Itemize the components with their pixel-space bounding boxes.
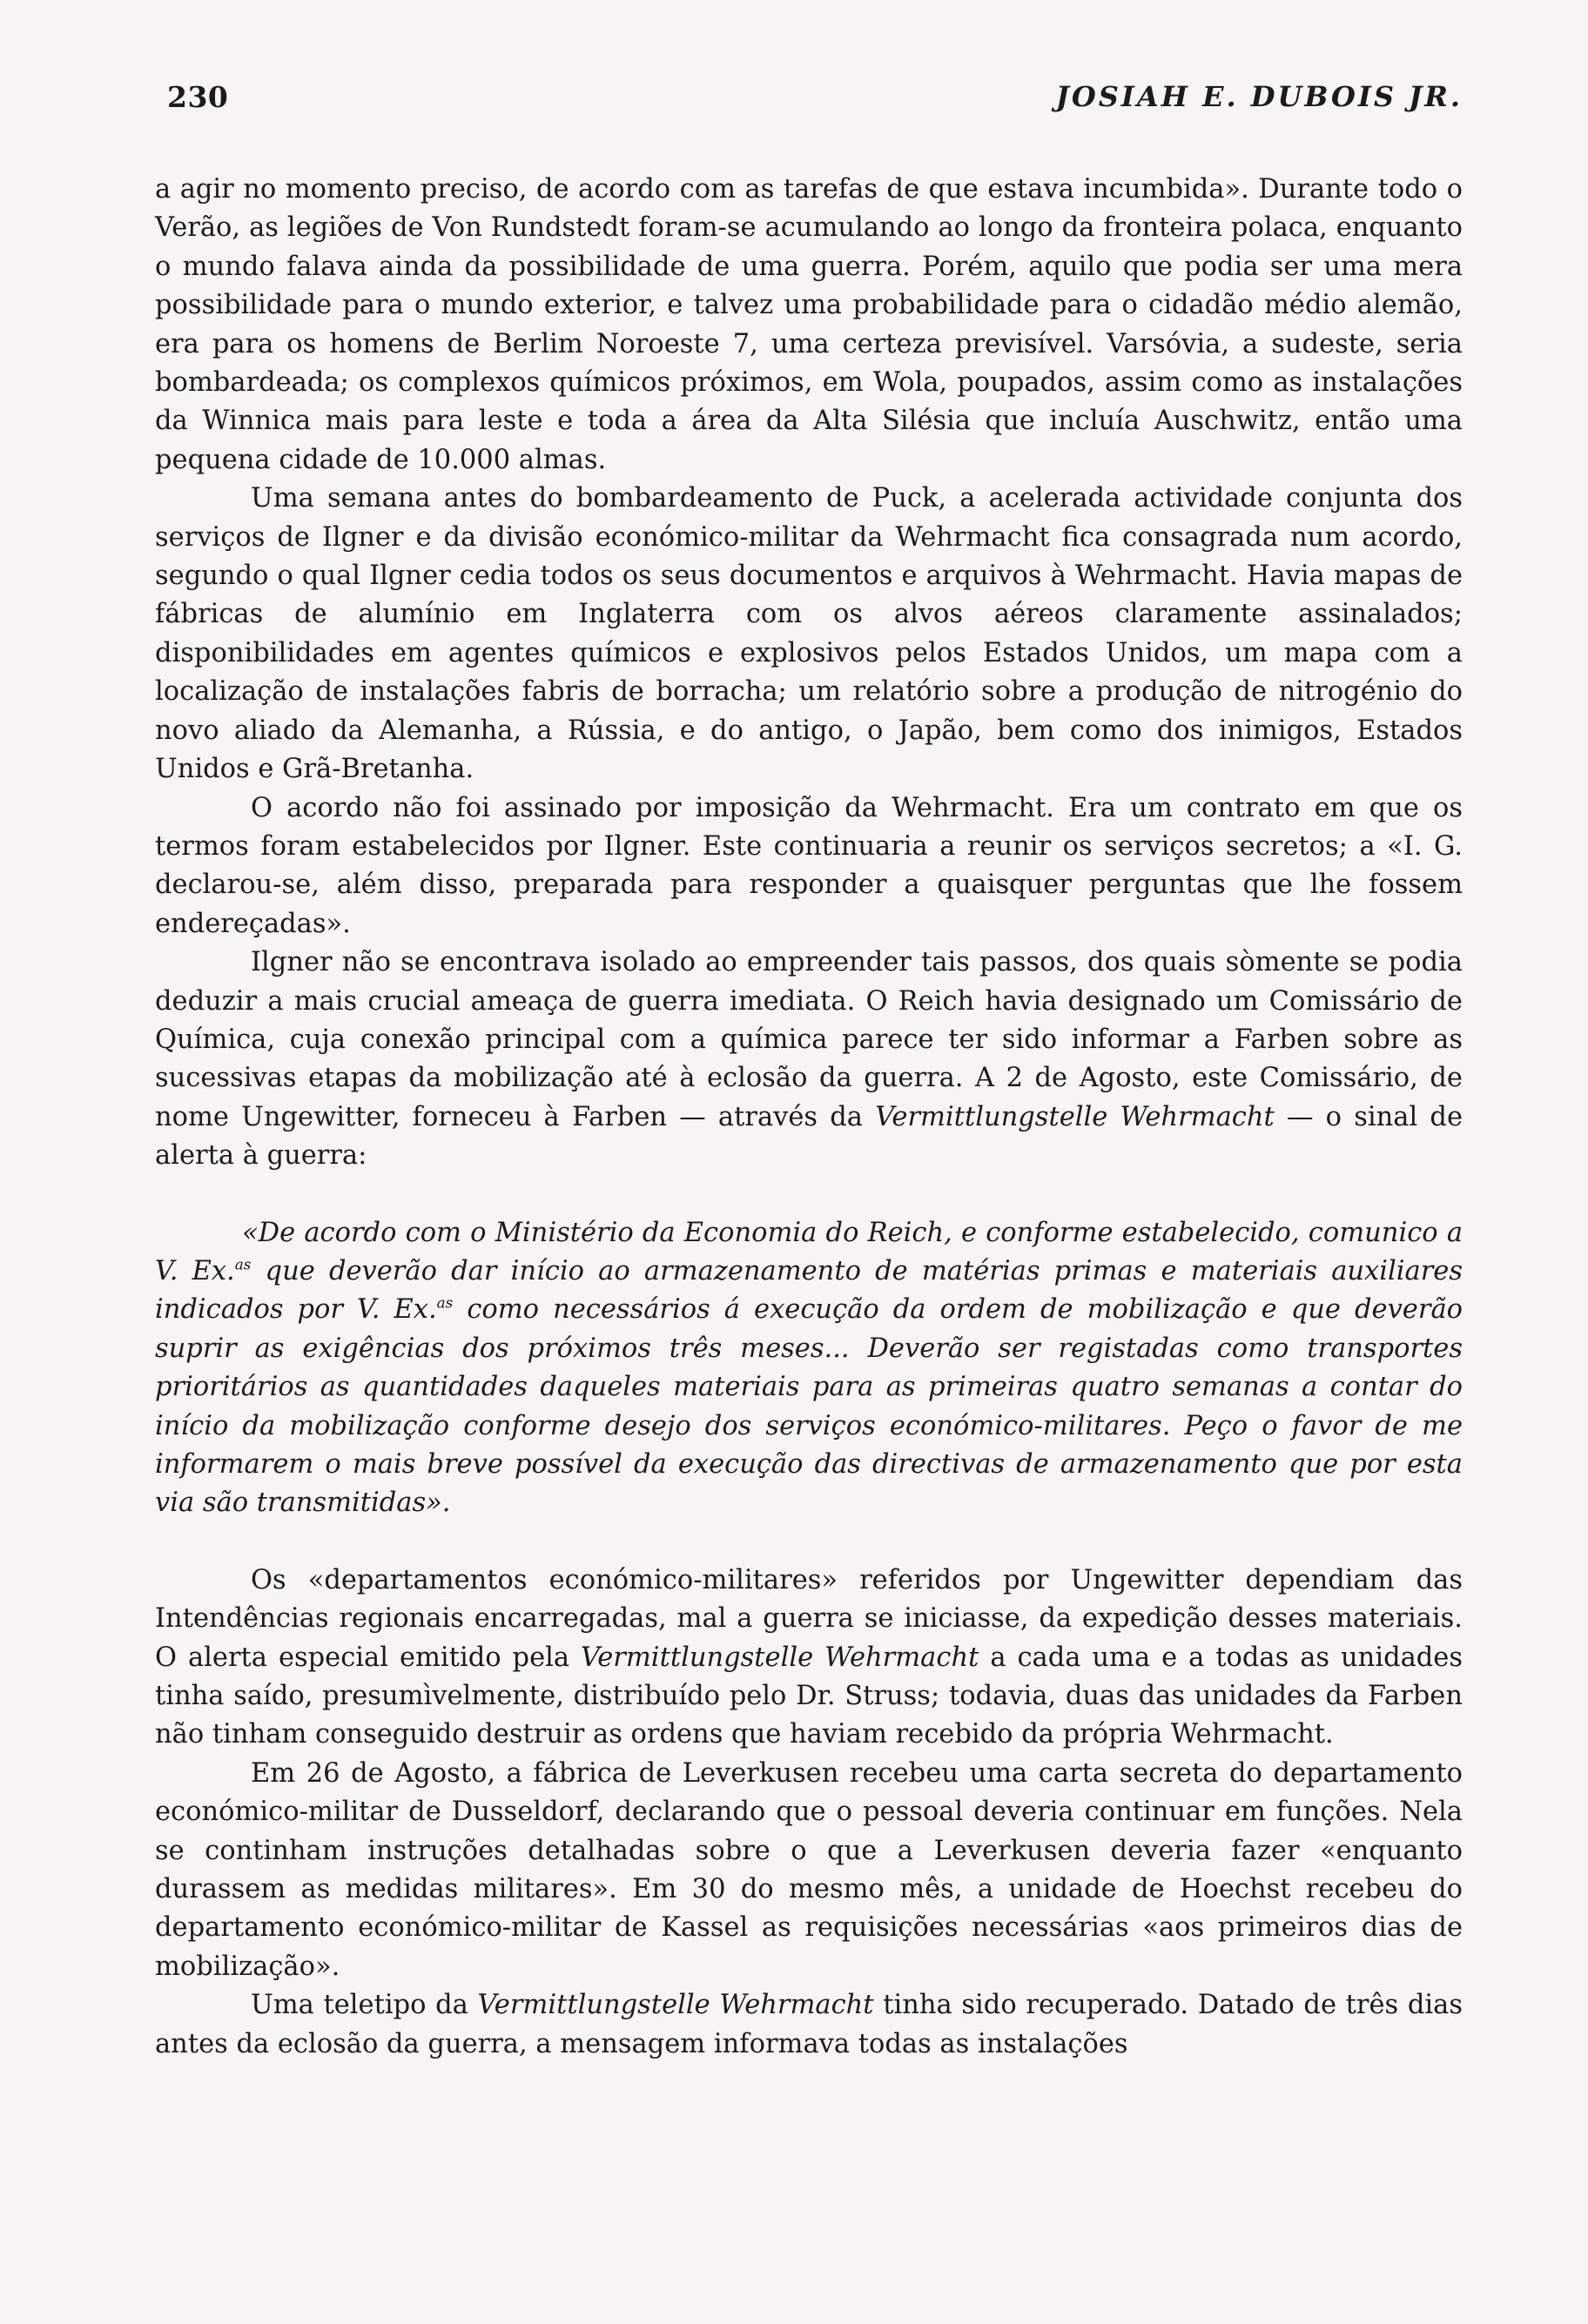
paragraph-5-text-a: Os «departamentos económico-militares» referidos por Ungewitter dependiam das Intendências regionais encarregadas, mal a guerra se iniciasse, da expedição desses materiais. O alerta especial emitido pela: [155, 1564, 1463, 1673]
paragraph-3: O acordo não foi assinado por imposição da Wehrmacht. Era um contrato em que os termos foram estabelecidos por Ilgner. Este continuaria a reunir os serviços secretos; a «I. G. declarou-se, além disso, preparada para responder a quaisquer perguntas que lhe fossem endereçadas».: [155, 792, 1463, 939]
paragraph-7-text-a: Uma teletipo da: [251, 1990, 478, 2021]
running-head: JOSIAH E. DUBOIS JR.: [1055, 80, 1463, 113]
paragraph-6: [155, 1755, 1463, 1986]
quote-part-2: que deverão dar início ao armazenamento de matérias primas e materiais auxiliares indicados por V. Ex.: [155, 1255, 1463, 1326]
paragraph-4: [155, 944, 1463, 1175]
paragraph-5-italic: Vermittlungstelle Wehrmacht: [581, 1642, 979, 1673]
paragraph-7-italic: Vermittlungstelle Wehrmacht: [477, 1990, 874, 2021]
paragraph-5-text-b: a cada uma e a todas as unidades tinha saído, presumìvelmente, distribuído pelo Dr. Struss; todavia, duas das unidades da Farben não tinham conseguido destruir as ordens que haviam recebido da própria Wehrmacht.: [155, 1642, 1464, 1750]
paragraph-2: Uma semana antes do bombardeamento de Puck, a acelerada actividade conjunta dos serviços de Ilgner e da divisão económico-militar da Wehrmacht fica consagrada num acordo, segundo o qual Ilgner cedia todos os seus documentos e arquivos à Wehrmacht. Havia mapas de fábricas de alumínio em Inglaterra com os alvos aéreos claramente assinalados; disponibilidades em agentes químicos e explosivos pelos Estados Unidos, um mapa com a localização de instalações fabris de borracha; um relatório sobre a produção de nitrogénio do novo aliado da Alemanha, a Rússia, e do antigo, o Japão, bem como dos inimigos, Estados Unidos e Grã-Bretanha.: [155, 483, 1463, 785]
paragraph-1: a agir no momento preciso, de acordo com as tarefas de que estava incumbida». Durante todo o Verão, as legiões de Von Rundstedt foram-se acumulando ao longo da fronteira polaca, enquanto o mundo falava ainda da possibilidade de uma guerra. Porém, aquilo que podia ser uma mera possibilidade para o mundo exterior, e talvez uma probabilidade para o cidadão médio alemão, era para os homens de Berlim Noroeste 7, uma certeza previsível. Varsóvia, a sudeste, seria bombardeada; os complexos químicos próximos, em Wola, poupados, assim como as instalações da Winnica mais para leste e toda a área da Alta Silésia que incluía Auschwitz, então uma pequena cidade de 10.000 almas.: [155, 174, 1463, 475]
paragraph-5: [155, 1562, 1463, 1755]
page-header: [167, 80, 1463, 124]
paragraph-6-text: Em 26 de Agosto, a fábrica de Leverkusen recebeu uma carta secreta do departamento económico-militar de Dusseldorf, declarando que o pessoal deveria continuar em funções. Nela se continham instruções detalhadas sobre o que a Leverkusen deveria fazer «enquanto durassem as medidas militares». Em 30 do mesmo mês, a unidade de Hoechst recebeu do departamento económico-militar de Kassel as requisições necessárias «aos primeiros dias de mobilização».: [155, 1757, 1463, 1982]
paragraph-4-text-a: Ilgner não se encontrava isolado ao empreender tais passos, dos quais sòmente se podia deduzir a mais crucial ameaça de guerra imediata. O Reich havia designado um Comissário de Química, cuja conexão principal com a química parece ter sido informar a Farben sobre as sucessivas etapas da mobilização até à eclosão da guerra. A 2 de Agosto, este Comissário, de nome Ungewitter, forneceu à Farben — através da: [155, 947, 1463, 1132]
paragraph-7-text-b: tinha sido recuperado. Datado de três dias antes da eclosão da guerra, a mensagem informava todas as instalações: [155, 1990, 1463, 2059]
page-number: 230: [167, 80, 229, 114]
quote-part-1: «De acordo com o Ministério da Economia do Reich, e conforme estabelecido, comunico a V. Ex.: [155, 1217, 1463, 1286]
quote-sup-1: as: [234, 1255, 252, 1273]
quote-sup-2: as: [436, 1293, 454, 1312]
paragraph-4-text-b: — o sinal de alerta à guerra:: [155, 1101, 1463, 1172]
quote-part-3: como necessários á execução da ordem de mobilização e que deverão suprir as exigências dos próximos três meses... Deverão ser registadas como transportes prioritários as quantidades daqueles materiais para as primeiras quatro semanas a contar do início da mobilização conforme desejo dos serviços económico-militares. Peço o favor de me informarem o mais breve possível da execução das directivas de armazenamento que por esta via são transmitidas».: [155, 1294, 1463, 1519]
paragraph-7: [155, 1986, 1463, 2064]
paragraph-4-italic: Vermittlungstelle Wehrmacht: [875, 1101, 1275, 1132]
body-text: [155, 171, 1463, 2064]
block-quote: [155, 1214, 1463, 1523]
